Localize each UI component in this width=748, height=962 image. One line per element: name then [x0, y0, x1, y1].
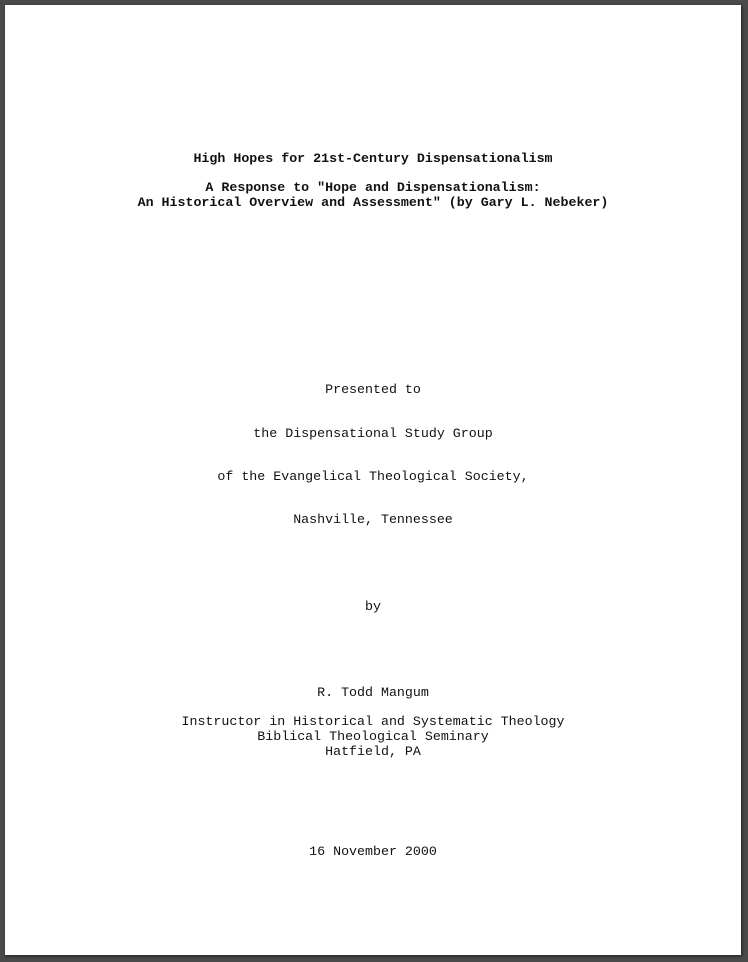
- document-title: High Hopes for 21st-Century Dispensationalism: [193, 151, 553, 166]
- location: Nashville, Tennessee: [293, 512, 453, 527]
- subtitle-line-2: An Historical Overview and Assessment" (by Gary L. Nebeker): [137, 195, 609, 210]
- institution: Biblical Theological Seminary: [257, 729, 489, 744]
- society: of the Evangelical Theological Society,: [217, 469, 529, 484]
- document-date: 16 November 2000: [309, 844, 437, 859]
- subtitle-line-1: A Response to "Hope and Dispensationalism:: [205, 180, 541, 195]
- by-label: by: [365, 599, 381, 614]
- institution-location: Hatfield, PA: [325, 744, 421, 759]
- presented-to: Presented to: [325, 382, 421, 397]
- author-name: R. Todd Mangum: [317, 685, 429, 700]
- document-page: [5, 5, 741, 955]
- study-group: the Dispensational Study Group: [253, 426, 493, 441]
- author-title: Instructor in Historical and Systematic Theology: [181, 714, 565, 729]
